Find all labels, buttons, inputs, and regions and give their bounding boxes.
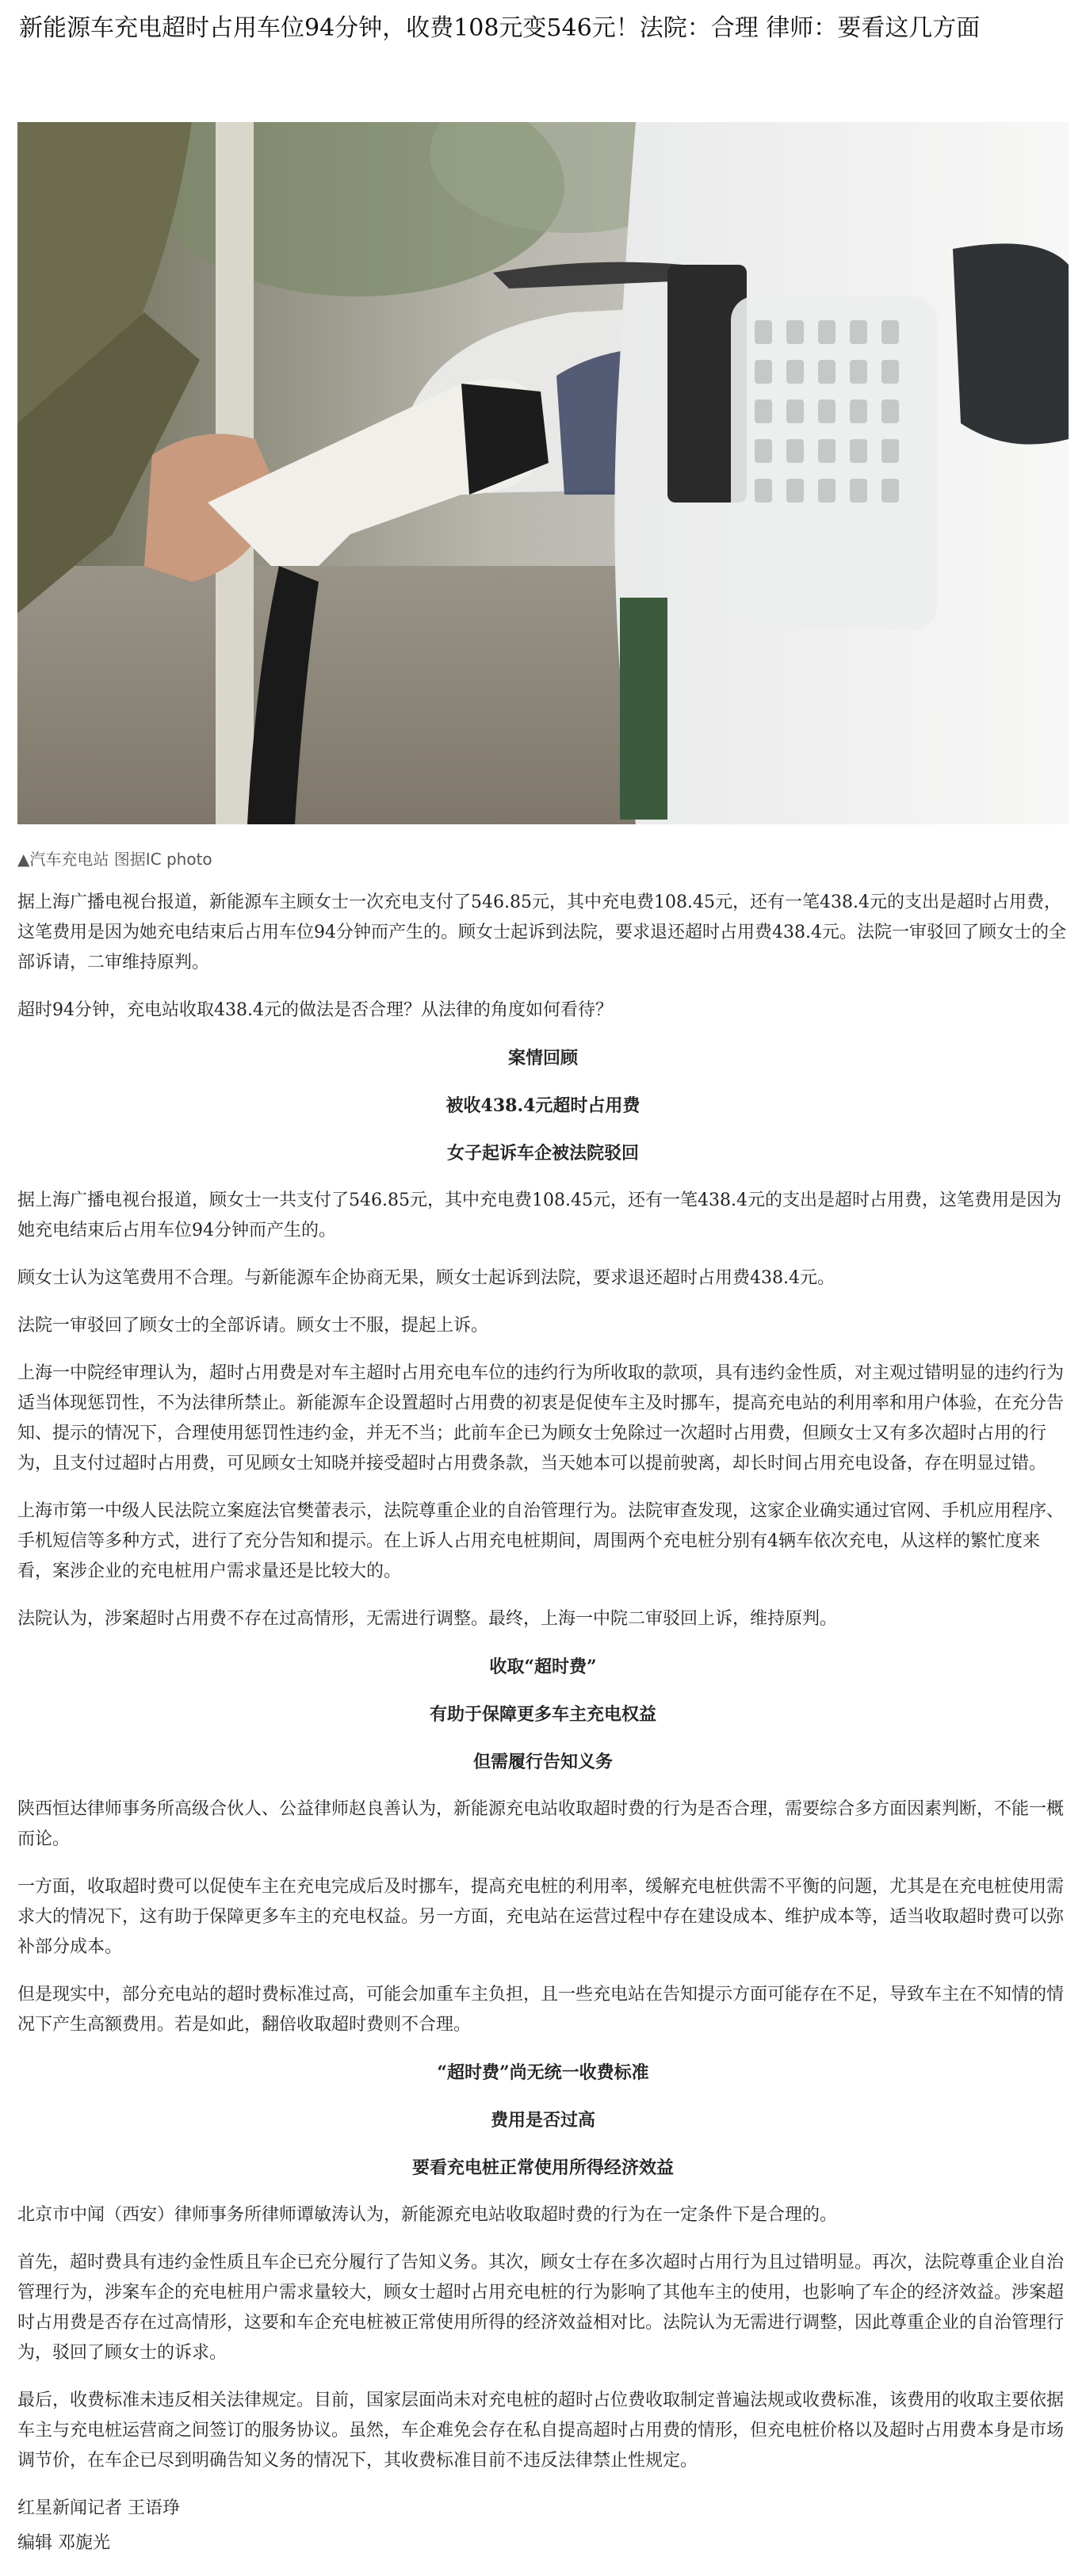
article-photo — [17, 122, 1069, 824]
article-paragraph: 据上海广播电视台报道，顾女士一共支付了546.85元，其中充电费108.45元，还有一笔438.4元的支出是超时占用费，这笔费用是因为她充电结束后占用车位94分钟而产生的。 — [17, 1191, 1061, 1240]
article-paragraph: 顾女士认为这笔费用不合理。与新能源车企协商无果，顾女士起诉到法院，要求退还超时占用费438.4元。 — [17, 1268, 835, 1288]
article-paragraph: 一方面，收取超时费可以促使车主在充电完成后及时挪车，提高充电桩的利用率，缓解充电桩供需不平衡的问题，尤其是在充电桩使用需求大的情况下，这有助于保障更多车主的充电权益。另一方面，充电站在运营过程中存在建设成本、维护成本等，适当收取超时费可以弥补部分成本。 — [17, 1877, 1065, 1957]
article-paragraph: 法院一审驳回了顾女士的全部诉请。顾女士不服，提起上诉。 — [17, 1316, 489, 1336]
section-subheading: “超时费”尚无统一收费标准 — [437, 2062, 649, 2083]
article-paragraph: 法院认为，涉案超时占用费不存在过高情形，无需进行调整。最终，上海一中院二审驳回上诉，维持原判。 — [17, 1609, 838, 1629]
article-paragraph: 但是现实中，部分充电站的超时费标准过高，可能会加重车主负担，且一些充电站在告知提示方面可能存在不足，导致车主在不知情的情况下产生高额费用。若是如此，翻倍收取超时费则不合理。 — [17, 1985, 1065, 2035]
section-subheading: 有助于保障更多车主充电权益 — [429, 1704, 656, 1725]
article-paragraph: 红星新闻记者 王语琤 — [17, 2498, 180, 2518]
section-subheading: 收取“超时费” — [489, 1657, 597, 1677]
photo-caption: ▲汽车充电站 图据IC photo — [17, 850, 212, 869]
ev-charging-photo — [17, 122, 1069, 824]
article-paragraph: 最后，收费标准未违反相关法律规定。目前，国家层面尚未对充电桩的超时占位费收取制定普遍法规或收费标准，该费用的收取主要依据车主与充电桩运营商之间签订的服务协议。虽然，车企难免会存在私自提高超时占用费的情形，但充电桩价格以及超时占用费本身是市场调节价，在车企已尽到明确告知义务的情况下，其收费标准目前不违反法律禁止性规定。 — [17, 2391, 1065, 2471]
article-paragraph: 北京市中闻（西安）律师事务所律师谭敏涛认为，新能源充电站收取超时费的行为在一定条件下是合理的。 — [17, 2205, 838, 2225]
section-subheading: 案情回顾 — [507, 1048, 578, 1068]
section-subheading: 要看充电桩正常使用所得经济效益 — [411, 2157, 674, 2178]
article-paragraph: 上海一中院经审理认为，超时占用费是对车主超时占用充电车位的违约行为所收取的款项，具有违约金性质，对主观过错明显的违约行为适当体现惩罚性，不为法律所禁止。新能源车企设置超时占用费的初衷是促使车主及时挪车，提高充电站的利用率和用户体验，在充分告知、提示的情况下，合理使用惩罚性违约金，并无不当；此前车企已为顾女士免除过一次超时占用费，但顾女士又有多次超时占用的行为，且支付过超时占用费，可见顾女士知晓并接受超时占用费条款，当天她本可以提前驶离，却长时间占用充电设备，存在明显过错。 — [17, 1363, 1065, 1473]
section-subheading: 女子起诉车企被法院驳回 — [446, 1143, 639, 1164]
section-subheading: 费用是否过高 — [490, 2110, 595, 2131]
article-paragraph: 上海市第一中级人民法院立案庭法官樊蕾表示，法院尊重企业的自治管理行为。法院审查发现，这家企业确实通过官网、手机应用程序、手机短信等多种方式，进行了充分告知和提示。在上诉人占用充电桩期间，周围两个充电桩分别有4辆车依次充电，从这样的繁忙度来看，案涉企业的充电桩用户需求量还是比较大的。 — [17, 1501, 1065, 1581]
article-paragraph: 首先，超时费具有违约金性质且车企已充分履行了告知义务。其次，顾女士存在多次超时占用行为且过错明显。再次，法院尊重企业自治管理行为，涉案车企的充电桩用户需求量较大，顾女士超时占用充电桩的行为影响了其他车主的使用，也影响了车企的经济效益。涉案超时占用费是否存在过高情形，这要和车企充电桩被正常使用所得的经济效益相对比。法院认为无需进行调整，因此尊重企业的自治管理行为，驳回了顾女士的诉求。 — [17, 2253, 1065, 2363]
section-subheading: 但需履行告知义务 — [472, 1752, 613, 1772]
article-paragraph: 陕西恒达律师事务所高级合伙人、公益律师赵良善认为，新能源充电站收取超时费的行为是否合理，需要综合多方面因素判断，不能一概而论。 — [17, 1799, 1065, 1849]
article-title: 新能源车充电超时占用车位94分钟，收费108元变546元！法院：合理 律师：要看这几方面 — [19, 14, 981, 42]
article-paragraph: 据上海广播电视台报道，新能源车主顾女士一次充电支付了546.85元，其中充电费108.45元，还有一笔438.4元的支出是超时占用费，这笔费用是因为她充电结束后占用车位94分钟而产生的。顾女士起诉到法院，要求退还超时占用费438.4元。法院一审驳回了顾女士的全部诉请，二审维持原判。 — [17, 892, 1066, 973]
section-subheading: 被收438.4元超时占用费 — [445, 1095, 641, 1116]
article-paragraph: 超时94分钟，充电站收取438.4元的做法是否合理？从法律的角度如何看待？ — [17, 1000, 613, 1020]
article-body — [17, 888, 1069, 2576]
article-paragraph: 编辑 邓旎光 — [17, 2533, 110, 2553]
